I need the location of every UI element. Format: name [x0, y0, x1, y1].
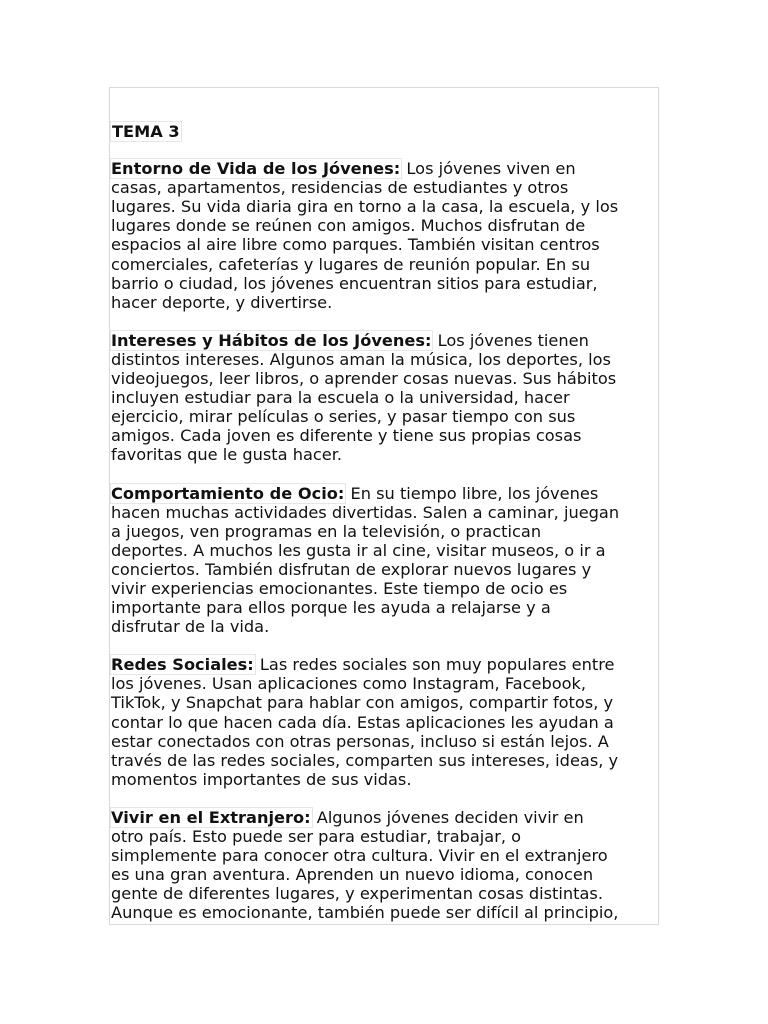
- section-entorno: [111, 159, 659, 312]
- paragraph-line: disfrutar de la vida.: [111, 617, 270, 637]
- section-intereses: [111, 331, 659, 465]
- paragraph-line: conciertos. También disfrutan de explorar nuevos lugares y: [111, 559, 592, 579]
- paragraph-text: Los jóvenes viven en: [401, 159, 576, 179]
- paragraph-line: es una gran aventura. Aprenden un nuevo idioma, conocen: [111, 865, 594, 885]
- section-ocio: [111, 484, 659, 637]
- paragraph-line: gente de diferentes lugares, y experimentan cosas distintas.: [111, 884, 604, 904]
- paragraph-line: otro país. Esto puede ser para estudiar, trabajar, o: [111, 827, 522, 846]
- paragraph-text: En su tiempo libre, los jóvenes: [345, 483, 599, 503]
- section-first-line: [111, 484, 659, 503]
- paragraph-line: a juegos, ven programas en la televisión, o practican: [111, 521, 542, 541]
- section-extranjero: [111, 808, 659, 923]
- paragraph-line: deportes. A muchos les gusta ir al cine, visitar museos, o ir a: [111, 540, 606, 560]
- paragraph-line: simplemente para conocer otra cultura. Vivir en el extranjero: [111, 846, 608, 866]
- paragraph-line: estar conectados con otras personas, incluso si están lejos. A: [111, 731, 609, 751]
- paragraph-line: importante para ellos porque les ayuda a relajarse y a: [111, 598, 551, 618]
- section-first-line: [111, 808, 659, 827]
- section-heading: Redes Sociales:: [111, 655, 254, 675]
- paragraph-line: Aunque es emocionante, también puede ser difícil al principio,: [111, 903, 619, 923]
- paragraph-line: amigos. Cada joven es diferente y tiene sus propias cosas: [111, 426, 582, 446]
- section-heading: Intereses y Hábitos de los Jóvenes:: [111, 330, 432, 350]
- paragraph-line: favoritas que le gusta hacer.: [111, 445, 343, 465]
- paragraph-line: TikTok, y Snapchat para hablar con amigos, compartir fotos, y: [111, 693, 614, 713]
- paragraph-line: hacen muchas actividades divertidas. Salen a caminar, juegan: [111, 502, 620, 522]
- section-heading: Comportamiento de Ocio:: [111, 483, 345, 503]
- paragraph-text: Las redes sociales son muy populares entre: [254, 655, 615, 675]
- document-title: TEMA 3: [112, 122, 180, 141]
- paragraph-line: vivir experiencias emocionantes. Este tiempo de ocio es: [111, 578, 568, 598]
- paragraph-line: videojuegos, leer libros, o aprender cosas nuevas. Sus hábitos: [111, 369, 617, 389]
- paragraph-line: incluyen estudiar para la escuela o la universidad, hacer: [111, 388, 570, 408]
- section-heading: Entorno de Vida de los Jóvenes:: [111, 159, 401, 179]
- section-heading: Vivir en el Extranjero:: [111, 807, 311, 827]
- section-first-line: [111, 331, 659, 350]
- section-first-line: [111, 159, 659, 178]
- document-content: [111, 122, 659, 922]
- paragraph-line: ejercicio, mirar películas o series, y pasar tiempo con sus: [111, 407, 576, 427]
- paragraph-text: Los jóvenes tienen: [432, 330, 589, 350]
- paragraph-line: lugares. Su vida diaria gira en torno a la casa, la escuela, y los: [111, 197, 619, 217]
- paragraph-line: barrio o ciudad, los jóvenes encuentran sitios para estudiar,: [111, 273, 598, 293]
- paragraph-line: contar lo que hacen cada día. Estas aplicaciones les ayudan a: [111, 712, 614, 732]
- paragraph-line: los jóvenes. Usan aplicaciones como Instagram, Facebook,: [111, 674, 587, 694]
- section-redes-sociales: [111, 655, 659, 789]
- paragraph-line: casas, apartamentos, residencias de estudiantes y otros: [111, 178, 569, 198]
- paragraph-line: momentos importantes de sus vidas.: [111, 769, 412, 789]
- paragraph-line: lugares donde se reúnen con amigos. Muchos disfrutan de: [111, 216, 586, 236]
- paragraph-line: hacer deporte, y divertirse.: [111, 292, 333, 312]
- paragraph-line: distintos intereses. Algunos aman la música, los deportes, los: [111, 349, 611, 369]
- document-page: [109, 87, 659, 925]
- section-first-line: [111, 655, 659, 674]
- paragraph-line: través de las redes sociales, comparten sus intereses, ideas, y: [111, 750, 619, 770]
- paragraph-text: Algunos jóvenes deciden vivir en: [311, 807, 584, 827]
- paragraph-line: espacios al aire libre como parques. También visitan centros: [111, 235, 600, 255]
- paragraph-line: comerciales, cafeterías y lugares de reunión popular. En su: [111, 254, 591, 274]
